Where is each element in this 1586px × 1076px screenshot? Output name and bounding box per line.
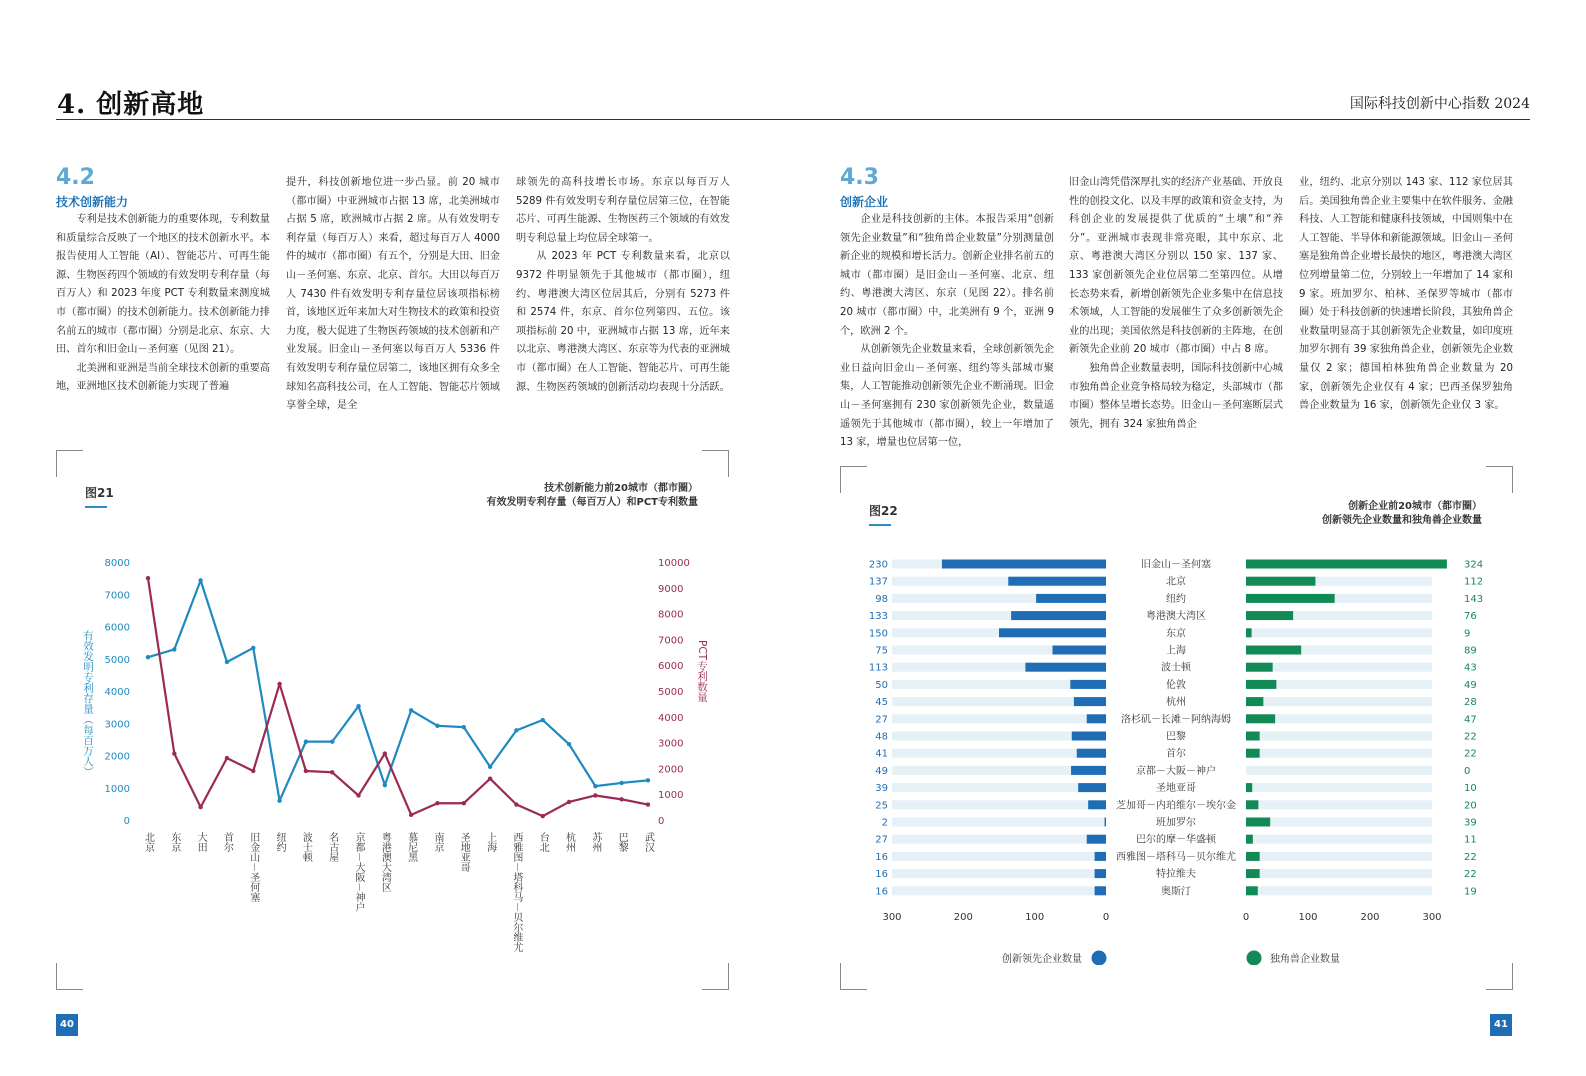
data-point (251, 769, 255, 773)
x-tick-label: 首尔 (221, 832, 233, 852)
frame-corner (1486, 466, 1513, 493)
data-point (541, 718, 545, 722)
bar-unicorn (1246, 663, 1273, 672)
value-label-left: 25 (875, 800, 888, 812)
section-number-4-3: 4.3 (840, 165, 879, 190)
value-label-left: 41 (875, 748, 888, 760)
y-tick-label: 2000 (104, 751, 130, 763)
bar-innovation-leading (1078, 783, 1106, 792)
bar-unicorn (1246, 818, 1270, 827)
bar-innovation-leading (1105, 818, 1106, 827)
right-text-column-3 (1299, 174, 1513, 416)
paragraph: 业，纽约、北京分别以 143 家、112 家位居其后。美国独角兽企业主要集中在软件服务、金融科技、人工智能和健康科技领域，中国则集中在人工智能、半导体和新能源领域。旧金山－圣何塞是独角兽企业增长最快的地区，粤港澳大湾区位列增量第二位，分别较上一年增加了 14 家和 9 家。班加罗尔、柏林、圣保罗等城市（都市圈）处于科技创新的快速增长阶段，其独角兽企业数量明显高于其创新领先企业数量，如印度班加罗尔拥有 39 家独角兽企业，创新领先企业数量仅 2 家；德国柏林独角兽企业数量为 20 家，创新领先企业仅有 4 家；巴西圣保罗独角兽企业数量为 16 家，创新领先企业仅 3 家。 (1299, 177, 1513, 412)
y-axis-title: 有效发明专利存量（每百万人） (82, 630, 94, 777)
category-label: 首尔 (1166, 748, 1186, 760)
data-point (277, 682, 281, 686)
bar-track (892, 869, 1106, 878)
bar-innovation-leading (999, 628, 1106, 637)
data-point (383, 783, 387, 787)
data-point (488, 777, 492, 781)
data-point (356, 793, 360, 797)
y2-tick-label: 8000 (658, 609, 684, 621)
bar-chart-figure-22 (850, 555, 1490, 965)
value-label-left: 50 (875, 679, 888, 691)
data-point (619, 797, 623, 801)
x-tick-label: 0 (1242, 912, 1250, 923)
value-label-left: 49 (875, 765, 888, 777)
bar-track (1246, 783, 1432, 792)
data-point (435, 801, 439, 805)
y-tick-label: 8000 (104, 558, 130, 569)
bar-track (892, 749, 1106, 758)
x-tick-label: 波士顿 (300, 832, 312, 862)
data-point (225, 660, 229, 664)
category-label: 巴黎 (1166, 731, 1186, 743)
paragraph: 提升，科技创新地位进一步凸显。前 20 城市（都市圈）中亚洲城市占据 13 席，北美洲城市占据 5 席，欧洲城市占据 2 席。从有效发明专利存量（每百万人）来看，超过每百万人 4000 件的城市（都市圈）有五个，分别是大田、旧金山－圣何塞、东京、北京、首尔。大田以每百万人 7430 件有效发明专利存量位居该项指标榜首，该地区近年来加大对生物技术的政策和投资力度，极大促进了生物医药领域的技术创新和产业发展。旧金山－圣何塞以每百万人 5336 件有效发明专利存量位居第二，该地区拥有众多全球知名高科技公司，在人工智能、智能芯片领域享誉全球，是全 (286, 177, 500, 412)
value-label-right: 22 (1464, 748, 1477, 760)
data-point (646, 778, 650, 782)
bar-track (892, 886, 1106, 895)
y2-tick-label: 10000 (658, 558, 690, 569)
category-label: 杭州 (1166, 697, 1186, 709)
y2-tick-label: 7000 (658, 635, 684, 647)
category-label: 芝加哥－内珀维尔－埃尔金 (1116, 800, 1236, 812)
paragraph: 北美洲和亚洲是当前全球技术创新的重要高地，亚洲地区技术创新能力实现了普遍 (56, 362, 270, 393)
legend-swatch-unicorn (1247, 951, 1262, 966)
paragraph: 从创新领先企业数量来看，全球创新领先企业日益向旧金山－圣何塞、纽约等头部城市聚集，人工智能推动创新领先企业不断涌现。旧金山－圣何塞拥有 230 家创新领先企业，数量遥遥领先于其他城市（都市圈），较上一年增加了 13 家，增量也位居第一位， (840, 344, 1054, 449)
bar-innovation-leading (1036, 594, 1106, 603)
left-text-column-2 (286, 174, 500, 416)
x-tick-label: 京都－大阪－神户 (353, 832, 365, 912)
bar-innovation-leading (1087, 835, 1106, 844)
bar-track (1246, 663, 1432, 672)
value-label-right: 43 (1464, 662, 1477, 674)
bar-unicorn (1246, 800, 1258, 809)
category-label: 巴尔的摩－华盛顿 (1136, 834, 1216, 846)
value-label-right: 47 (1464, 714, 1477, 726)
data-point (409, 708, 413, 712)
bar-track (892, 852, 1106, 861)
bar-unicorn (1246, 783, 1252, 792)
bar-track (892, 800, 1106, 809)
paragraph: 从 2023 年 PCT 专利数量来看，北京以 9372 件明显领先于其他城市（都市圈），纽约、粤港澳大湾区位居其后，分别有 5273 件和 2574 件，东京、首尔位列第四、五位。该项指标前 20 中，亚洲城市占据 13 席，近年来以北京、粤港澳大湾区、东京等为代表的亚洲城市（都市圈）在人工智能、智能芯片、可再生能源、生物医药领域的创新活动均表现十分活跃。 (516, 251, 730, 393)
caption-line: 创新企业前20城市（都市圈） (1348, 501, 1482, 512)
y2-tick-label: 5000 (658, 687, 684, 698)
bar-unicorn (1246, 560, 1447, 569)
category-label: 旧金山－圣何塞 (1141, 559, 1211, 571)
report-title: 国际科技创新中心指数 2024 (1349, 96, 1530, 112)
bar-track (892, 714, 1106, 723)
x-tick-label: 南京 (431, 832, 443, 852)
bar-innovation-leading (1071, 766, 1106, 775)
value-label-left: 27 (875, 714, 888, 726)
y2-tick-label: 3000 (658, 738, 684, 750)
section-title-enterprise: 创新企业 (840, 195, 889, 209)
figure-22-caption (1122, 500, 1482, 528)
legend-label-unicorn: 独角兽企业数量 (1270, 954, 1340, 965)
x-tick-label: 武汉 (642, 832, 654, 852)
value-label-right: 22 (1464, 869, 1477, 881)
figure-accent-bar (85, 506, 107, 508)
y-tick-label: 4000 (104, 687, 130, 698)
category-label: 粤港澳大湾区 (1146, 611, 1206, 623)
category-label: 西雅图－塔科马－贝尔维尤 (1116, 851, 1236, 863)
section-title-tech: 技术创新能力 (56, 195, 129, 209)
frame-corner (56, 963, 83, 990)
paragraph: 球领先的高科技增长市场。东京以每百万人 5289 件有效发明专利存量位居第三位，在智能芯片、可再生能源、生物医药三个领域的有效发明专利总量上均位居全球第一。 (516, 177, 730, 244)
data-point (383, 751, 387, 755)
value-label-left: 16 (875, 869, 888, 881)
bar-unicorn (1246, 697, 1263, 706)
bar-track (1246, 818, 1432, 827)
category-label: 纽约 (1166, 593, 1186, 605)
y2-tick-label: 4000 (658, 712, 684, 724)
y-tick-label: 7000 (104, 590, 130, 602)
data-point (619, 781, 623, 785)
data-point (198, 578, 202, 582)
bar-innovation-leading (1074, 697, 1106, 706)
data-point (567, 800, 571, 804)
value-label-right: 324 (1464, 559, 1484, 571)
category-label: 奥斯汀 (1161, 886, 1191, 898)
data-point (541, 814, 545, 818)
value-label-left: 75 (875, 645, 888, 657)
y-tick-label: 3000 (104, 719, 130, 731)
x-tick-label: 苏州 (589, 832, 601, 852)
data-point (488, 765, 492, 769)
data-point (251, 646, 255, 650)
right-text-column-2 (1069, 174, 1283, 434)
value-label-left: 45 (875, 697, 888, 709)
bar-unicorn (1246, 628, 1252, 637)
y2-axis-title: PCT专利数量 (696, 640, 708, 703)
bar-innovation-leading (1053, 646, 1107, 655)
data-point (198, 805, 202, 809)
figure-accent-bar (869, 524, 891, 526)
data-point (225, 756, 229, 760)
category-label: 京都－大阪－神户 (1136, 765, 1216, 777)
value-label-left: 48 (875, 731, 888, 743)
bar-innovation-leading (1087, 714, 1106, 723)
x-tick-label: 100 (1298, 912, 1318, 923)
header-divider (56, 119, 1530, 120)
x-tick-label: 大田 (195, 832, 207, 852)
data-point (514, 728, 518, 732)
data-point (567, 742, 571, 746)
paragraph: 旧金山湾凭借深厚扎实的经济产业基础、开放良性的创投文化、以及丰厚的政策和资金支持，为科创企业的发展提供了优质的“土壤”和“养分”。亚洲城市表现非常亮眼，其中东京、北京、粤港澳大湾区分别以 150 家、137 家、133 家创新领先企业位居第二至第四位。从增长态势来看，新增创新领先企业多集中在信息技术领域，人工智能的发展催生了众多创新领先企业的出现；美国依然是科技创新的主阵地，在创新领先企业前 20 城市（都市圈）中占 8 席。 (1069, 177, 1283, 356)
data-point (646, 802, 650, 806)
bar-unicorn (1246, 732, 1260, 741)
bar-unicorn (1246, 594, 1335, 603)
data-point (172, 647, 176, 651)
data-point (304, 739, 308, 743)
data-point (146, 655, 150, 659)
data-point (409, 813, 413, 817)
left-text-column-1 (56, 211, 270, 397)
bar-unicorn (1246, 611, 1293, 620)
data-point (330, 739, 334, 743)
y2-tick-label: 0 (658, 816, 665, 827)
figure-21-caption (338, 482, 698, 510)
frame-corner (1486, 963, 1513, 990)
bar-unicorn (1246, 749, 1260, 758)
data-point (277, 798, 281, 802)
value-label-right: 19 (1464, 886, 1477, 898)
bar-track (1246, 869, 1432, 878)
x-tick-label: 杭州 (563, 832, 575, 852)
category-label: 伦敦 (1166, 679, 1186, 691)
frame-corner (702, 450, 729, 477)
legend-swatch-innovation (1092, 951, 1107, 966)
bar-track (1246, 852, 1432, 861)
x-tick-label: 圣地亚哥 (458, 832, 470, 872)
bar-unicorn (1246, 852, 1260, 861)
value-label-right: 112 (1464, 576, 1484, 588)
y-tick-label: 6000 (104, 622, 130, 634)
line-chart-figure-21 (70, 540, 720, 960)
value-label-left: 98 (875, 593, 888, 605)
page-number-left: 40 (56, 1014, 78, 1036)
bar-track (1246, 886, 1432, 895)
y-tick-label: 0 (123, 816, 130, 827)
right-text-column-1 (840, 211, 1054, 453)
x-tick-label: 北京 (142, 832, 154, 852)
y2-tick-label: 2000 (658, 764, 684, 776)
value-label-left: 230 (868, 559, 888, 571)
category-label: 圣地亚哥 (1156, 783, 1196, 795)
category-label: 特拉维夫 (1156, 869, 1196, 881)
value-label-right: 22 (1464, 731, 1477, 743)
bar-unicorn (1246, 835, 1253, 844)
section-number-4-2: 4.2 (56, 165, 95, 190)
category-label: 班加罗尔 (1156, 817, 1196, 829)
bar-innovation-leading (942, 560, 1106, 569)
data-point (304, 769, 308, 773)
paragraph: 企业是科技创新的主体。本报告采用“创新领先企业数量”和“独角兽企业数量”分别测量创新企业的规模和增长活力。创新企业排名前五的城市（都市圈）是旧金山－圣何塞、北京、纽约、粤港澳大湾区、东京（见图 22）。排名前 20 城市（都市圈）中，北美洲有 9 个，亚洲 9 个，欧洲 2 个。 (840, 214, 1054, 337)
frame-corner (702, 963, 729, 990)
data-point (462, 801, 466, 805)
frame-corner (840, 963, 867, 990)
bar-track (1246, 732, 1432, 741)
category-label: 北京 (1166, 576, 1186, 588)
figure-number-22: 图22 (869, 504, 898, 518)
bar-track (892, 783, 1106, 792)
bar-innovation-leading (1077, 749, 1106, 758)
data-point (172, 751, 176, 755)
y2-tick-label: 1000 (658, 790, 684, 802)
bar-track (1246, 697, 1432, 706)
bar-innovation-leading (1070, 680, 1106, 689)
y-tick-label: 1000 (104, 783, 130, 795)
paragraph: 专利是技术创新能力的重要体现，专利数量和质量综合反映了一个地区的技术创新水平。本报告使用人工智能（AI）、智能芯片、可再生能源、生物医药四个领域的有效发明专利存量（每百万人）和 2023 年度 PCT 专利数量来测度城市（都市圈）的技术创新能力。技术创新能力排名前五的城市（都市圈）分别是北京、东京、大田、首尔和旧金山－圣何塞（见图 21）。 (56, 214, 270, 356)
caption-line: 创新领先企业数量和独角兽企业数量 (1322, 515, 1482, 526)
bar-innovation-leading (1088, 800, 1106, 809)
bar-track (1246, 749, 1432, 758)
x-tick-label: 300 (882, 912, 902, 923)
value-label-right: 28 (1464, 697, 1477, 709)
y2-tick-label: 9000 (658, 583, 684, 595)
category-label: 上海 (1166, 645, 1186, 657)
bar-innovation-leading (1025, 663, 1106, 672)
bar-unicorn (1246, 886, 1258, 895)
x-tick-label: 粤港澳大湾区 (379, 832, 391, 892)
bar-track (892, 835, 1106, 844)
paragraph: 独角兽企业数量表明，国际科技创新中心城市独角兽企业竞争格局较为稳定，头部城市（都市圈）整体呈增长态势。旧金山－圣何塞断层式领先，拥有 324 家独角兽企 (1069, 362, 1283, 430)
x-tick-label: 西雅图－塔科马－贝尔维尤 (510, 832, 522, 952)
bar-innovation-leading (1011, 611, 1106, 620)
data-point (435, 724, 439, 728)
bar-innovation-leading (1095, 869, 1106, 878)
x-tick-label: 300 (1422, 912, 1442, 923)
page-number-right: 41 (1490, 1014, 1512, 1036)
value-label-right: 22 (1464, 851, 1477, 863)
value-label-right: 39 (1464, 817, 1477, 829)
frame-corner (840, 466, 867, 493)
value-label-right: 9 (1464, 628, 1471, 640)
value-label-left: 137 (868, 576, 888, 588)
data-point (514, 802, 518, 806)
x-tick-label: 慕尼黑 (405, 832, 417, 862)
x-tick-label: 台北 (537, 832, 549, 852)
bar-track (1246, 766, 1432, 775)
bar-unicorn (1246, 869, 1260, 878)
bar-track (1246, 628, 1432, 637)
value-label-right: 76 (1464, 611, 1477, 623)
value-label-right: 0 (1464, 765, 1471, 777)
category-label: 东京 (1166, 628, 1186, 640)
data-point (146, 576, 150, 580)
frame-corner (56, 450, 83, 477)
value-label-left: 39 (875, 783, 888, 795)
value-label-left: 2 (881, 817, 888, 829)
data-point (593, 793, 597, 797)
x-tick-label: 巴黎 (616, 832, 628, 852)
value-label-left: 16 (875, 886, 888, 898)
value-label-right: 89 (1464, 645, 1477, 657)
caption-line: 有效发明专利存量（每百万人）和PCT专利数量 (486, 497, 698, 508)
category-label: 洛杉矶－长滩－阿纳海姆 (1121, 714, 1231, 726)
bar-innovation-leading (1095, 852, 1106, 861)
x-tick-label: 0 (1102, 912, 1110, 923)
value-label-left: 150 (868, 628, 888, 640)
x-tick-label: 100 (1025, 912, 1045, 923)
x-tick-label: 200 (1360, 912, 1380, 923)
caption-line: 技术创新能力前20城市（都市圈） (544, 483, 698, 494)
x-tick-label: 东京 (168, 832, 180, 852)
value-label-left: 16 (875, 851, 888, 863)
value-label-right: 143 (1464, 593, 1484, 605)
bar-unicorn (1246, 577, 1315, 586)
series-line-2 (148, 578, 648, 816)
bar-track (892, 818, 1106, 827)
value-label-right: 11 (1464, 834, 1477, 846)
value-label-left: 133 (868, 611, 888, 623)
section-heading: 4. 创新高地 (57, 90, 205, 120)
x-tick-label: 200 (953, 912, 973, 923)
left-text-column-3 (516, 174, 730, 397)
bar-track (1246, 800, 1432, 809)
x-tick-label: 纽约 (274, 832, 286, 852)
value-label-right: 20 (1464, 800, 1477, 812)
bar-unicorn (1246, 646, 1301, 655)
data-point (330, 770, 334, 774)
x-tick-label: 旧金山－圣何塞 (247, 832, 259, 902)
figure-number-21: 图21 (85, 486, 114, 500)
value-label-right: 49 (1464, 679, 1477, 691)
bar-innovation-leading (1008, 577, 1106, 586)
data-point (356, 704, 360, 708)
x-tick-label: 上海 (484, 832, 496, 852)
legend-label-innovation: 创新领先企业数量 (1002, 954, 1082, 965)
bar-innovation-leading (1095, 886, 1106, 895)
y-tick-label: 5000 (104, 654, 130, 666)
value-label-left: 113 (868, 662, 888, 674)
data-point (462, 725, 466, 729)
bar-unicorn (1246, 680, 1276, 689)
bar-innovation-leading (1072, 732, 1106, 741)
bar-unicorn (1246, 714, 1275, 723)
value-label-right: 10 (1464, 783, 1477, 795)
y2-tick-label: 6000 (658, 661, 684, 673)
category-label: 波士顿 (1161, 662, 1191, 674)
data-point (593, 784, 597, 788)
value-label-left: 27 (875, 834, 888, 846)
bar-track (1246, 835, 1432, 844)
x-tick-label: 名古屋 (326, 832, 338, 862)
